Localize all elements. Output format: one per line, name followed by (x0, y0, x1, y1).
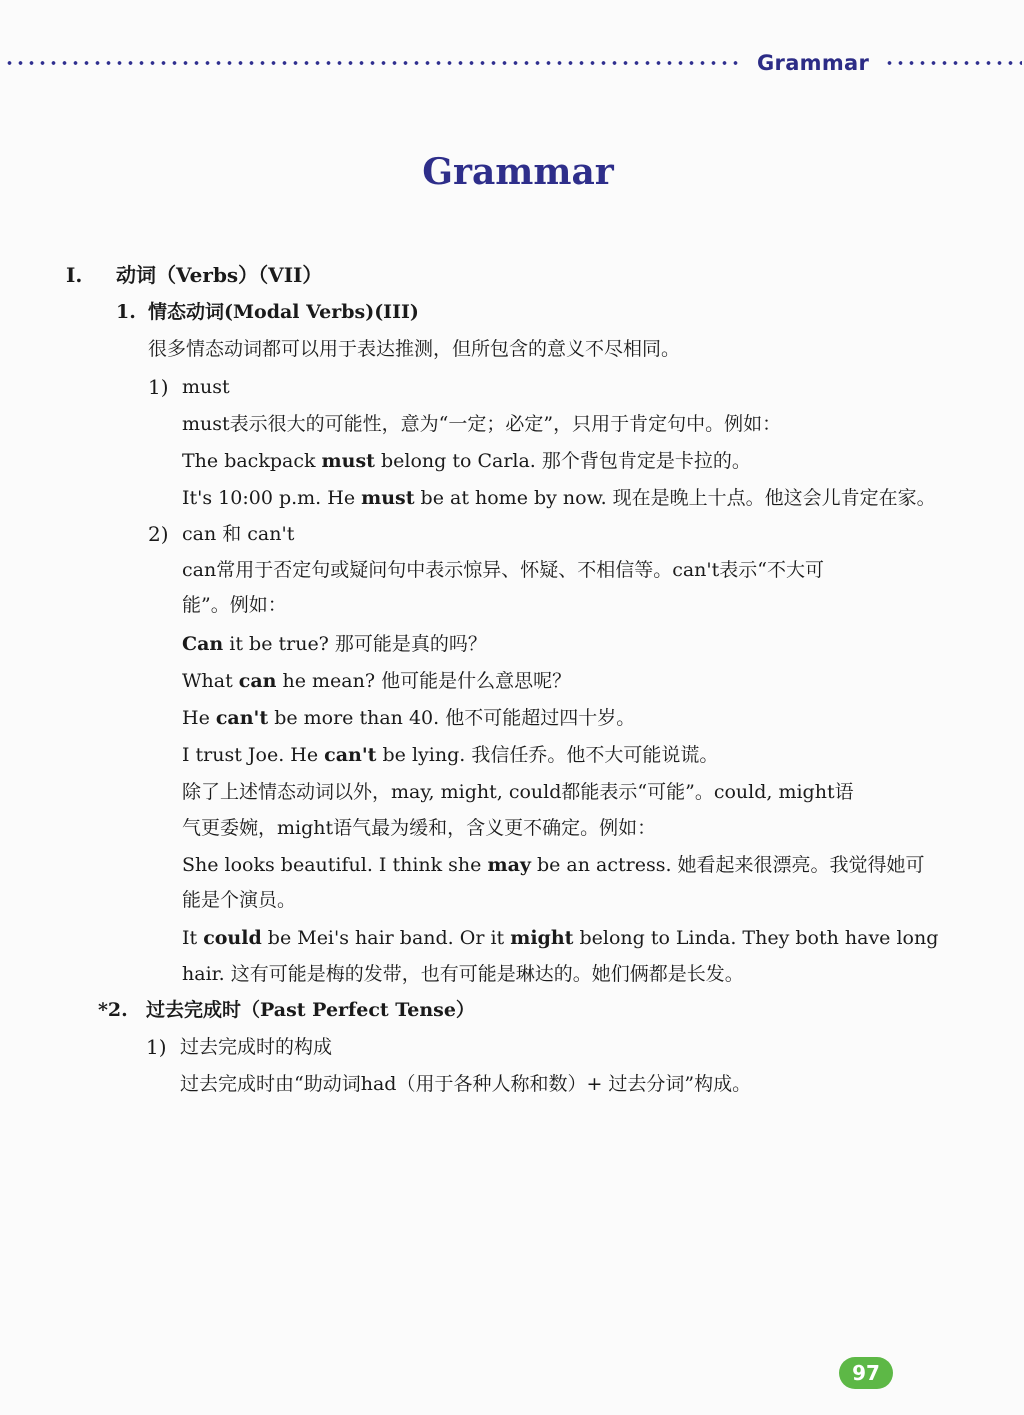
running-header (0, 50, 1024, 76)
example-sentence (182, 668, 571, 694)
modal-verb: must (361, 487, 415, 509)
example-sentence (182, 925, 938, 951)
example-text: be lying. 我信任乔。他不大可能说谎。 (376, 744, 719, 766)
modal-verb: can't (215, 707, 269, 729)
item-description: 过去完成时由“助动词had（用于各种人称和数）+ 过去分词”构成。 (180, 1073, 752, 1095)
item-number: 1) (146, 1035, 167, 1059)
example-text: belong to Carla. 那个背包肯定是卡拉的。 (374, 450, 751, 472)
example-sentence (182, 705, 635, 731)
modal-verb: may (487, 854, 531, 876)
example-text: be more than 40. 他不可能超过四十岁。 (268, 707, 636, 729)
example-text: belong to Linda. They both have long (573, 927, 939, 949)
example-text: he mean? 他可能是什么意思呢？ (276, 670, 572, 692)
example-sentence (182, 742, 718, 768)
example-sentence (182, 631, 487, 657)
example-text: I trust Joe. He (182, 744, 325, 766)
example-text: It's 10:00 p.m. He (182, 487, 362, 509)
item-description: 气更委婉，might语气最为缓和，含义更不确定。例如： (182, 817, 657, 839)
subsection-number: *2. (98, 999, 128, 1021)
page-title: Grammar (422, 151, 614, 193)
example-sentence-continued: hair. 这有可能是梅的发带，也有可能是琳达的。她们俩都是长发。 (182, 963, 744, 985)
item-title: can 和 can't (182, 523, 295, 545)
example-text: be Mei's hair band. Or it (261, 927, 511, 949)
page-number: 97 (839, 1357, 893, 1389)
modal-verb: can (238, 670, 277, 692)
item-title: must (182, 376, 230, 398)
example-sentence (182, 852, 925, 878)
subsection-heading: 情态动词(Modal Verbs)(III) (148, 301, 419, 323)
subsection-number: 1. (116, 301, 136, 323)
modal-verb: must (321, 450, 375, 472)
example-text: What (182, 670, 239, 692)
example-sentence-continued: 能是个演员。 (182, 889, 297, 911)
example-text: He (182, 707, 216, 729)
example-text: it be true? 那可能是真的吗？ (223, 633, 487, 655)
section-heading: 动词（Verbs）（VII） (116, 263, 323, 287)
example-sentence (182, 485, 936, 511)
subsection-heading: 过去完成时（Past Perfect Tense） (146, 999, 475, 1021)
example-text: be an actress. 她看起来很漂亮。我觉得她可 (530, 854, 925, 876)
item-number: 2) (148, 522, 169, 546)
section-number: I. (66, 263, 83, 287)
item-description: 能”。例如： (182, 594, 287, 616)
item-description: can常用于否定句或疑问句中表示惊异、怀疑、不相信等。can't表示“不大可 (182, 559, 824, 581)
modal-verb: can't (324, 744, 377, 766)
item-description: 除了上述情态动词以外，may, might, could都能表示“可能”。could, might语 (182, 781, 854, 803)
modal-verb: could (203, 927, 262, 949)
modal-verb: Can (182, 633, 224, 655)
header-dot-rule-left (4, 60, 744, 66)
item-number: 1) (148, 375, 169, 399)
example-text: It (182, 927, 204, 949)
header-dot-rule-right (884, 60, 1022, 66)
header-label: Grammar (757, 51, 870, 75)
item-title: 过去完成时的构成 (180, 1036, 333, 1058)
example-text: The backpack (182, 450, 322, 472)
item-description: must表示很大的可能性，意为“一定；必定”，只用于肯定句中。例如： (182, 413, 782, 435)
subsection-intro: 很多情态动词都可以用于表达推测，但所包含的意义不尽相同。 (148, 338, 681, 360)
example-text: She looks beautiful. I think she (182, 854, 488, 876)
example-text: be at home by now. 现在是晚上十点。他这会儿肯定在家。 (414, 487, 936, 509)
example-sentence (182, 448, 751, 474)
modal-verb: might (510, 927, 574, 949)
